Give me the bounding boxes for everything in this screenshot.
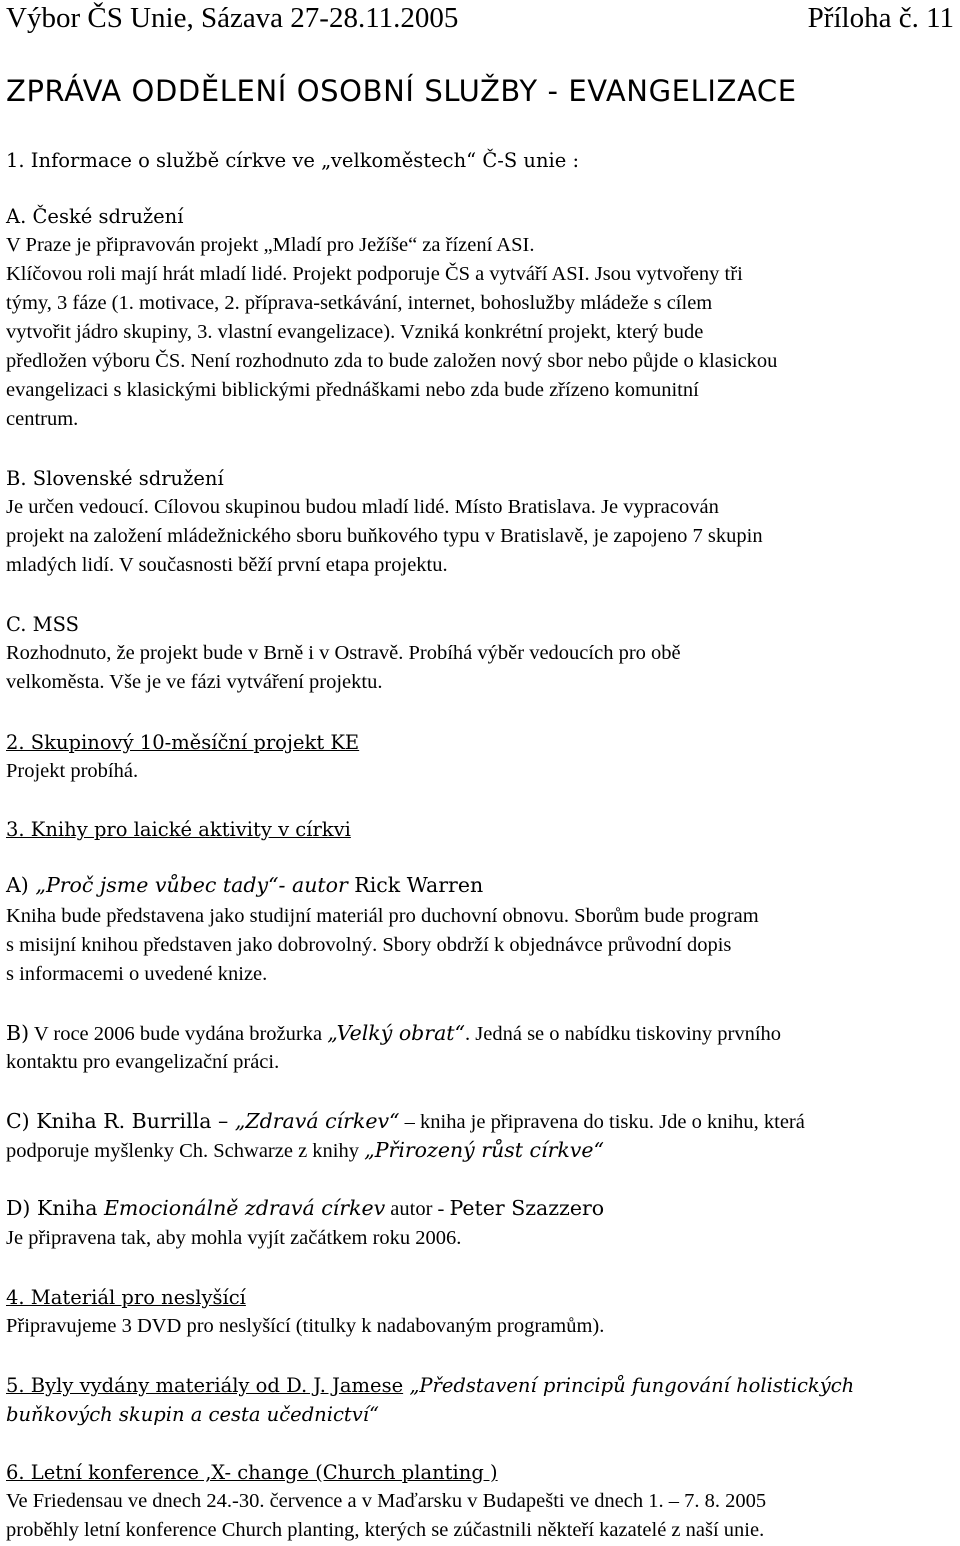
header-right: Příloha č. 11 — [807, 2, 954, 34]
book-d-prefix: D) Kniha — [6, 1196, 104, 1220]
book-a-prefix: A) — [6, 873, 36, 897]
section4-heading: 4. Materiál pro neslyšící — [6, 1286, 246, 1309]
book-d-title: Emocionálně zdravá církev — [103, 1196, 386, 1220]
book-a-heading — [6, 871, 483, 901]
section1-b-line: projekt na založení mládežnického sboru buňkového typu v Bratislavě, je zapojeno 7 skupin — [6, 525, 763, 547]
section1-a-line: vytvořit jádro skupiny, 3. vlastní evangelizace). Vzniká konkrétní projekt, který bude — [6, 321, 704, 343]
section1-a-line: týmy, 3 fáze (1. motivace, 2. příprava-setkávání, internet, bohoslužby mládeže s cílem — [6, 292, 713, 314]
book-c-title: „Zdravá církev“ — [234, 1109, 400, 1133]
section6-line: proběhly letní konference Church planting, kterých se zúčastnili někteří kazatelé z naší unie. — [6, 1519, 765, 1541]
book-c-line2-text: podporuje myšlenky Ch. Schwarze z knihy — [6, 1140, 365, 1162]
section6-heading: 6. Letní konference ‚X- change (Church planting ) — [6, 1461, 498, 1484]
book-b-text: V roce 2006 bude vydána brožurka — [29, 1023, 328, 1045]
page-header — [6, 2, 954, 42]
book-c-line2-title: „Přirozený růst církve“ — [364, 1138, 604, 1162]
book-d-text: autor - — [385, 1198, 450, 1220]
section1-a-line: centrum. — [6, 408, 79, 430]
document-title: ZPRÁVA ODDĚLENÍ OSOBNÍ SLUŽBY - EVANGELIZACE — [6, 74, 797, 108]
section1-a-heading: A. České sdružení — [6, 205, 184, 228]
book-d-line — [6, 1194, 604, 1224]
book-a-line: s informacemi o uvedené knize. — [6, 963, 268, 985]
book-b-title: „Velký obrat“ — [327, 1021, 466, 1045]
section5-heading-title-cont: buňkových skupin a cesta učednictví“ — [6, 1403, 379, 1426]
book-a-line: Kniha bude představena jako studijní materiál pro duchovní obnovu. Sborům bude program — [6, 905, 759, 927]
book-c-prefix: C) Kniha R. Burrilla – — [6, 1109, 235, 1133]
section1-b-heading: B. Slovenské sdružení — [6, 467, 224, 490]
book-a-line: s misijní knihou představen jako dobrovolný. Sbory obdrží k objednávce průvodní dopis — [6, 934, 732, 956]
section1-a-line: V Praze je připravován projekt „Mladí pro Ježíše“ za řízení ASI. — [6, 234, 535, 256]
section4-text: Připravujeme 3 DVD pro neslyšící (titulky k nadabovaným programům). — [6, 1315, 605, 1337]
section5-heading — [6, 1371, 854, 1400]
section1-c-line: Rozhodnuto, že projekt bude v Brně i v Ostravě. Probíhá výběr vedoucích pro obě — [6, 642, 681, 664]
section1-heading: 1. Informace o službě církve ve „velkoměstech“ Č-S unie : — [6, 149, 580, 172]
section1-c-heading: C. MSS — [6, 613, 79, 636]
section1-a-line: evangelizaci s klasickými biblickými přednáškami nebo zda bude zřízeno komunitní — [6, 379, 699, 401]
book-a-title: „Proč jsme vůbec tady“- autor — [35, 873, 348, 897]
section5-heading-main: 5. Byly vydány materiály od D. J. Jamese — [6, 1374, 404, 1397]
section6-line: Ve Friedensau ve dnech 24.-30. července a v Maďarsku v Budapešti ve dnech 1. – 7. 8. 2005 — [6, 1490, 767, 1512]
book-b-line2: kontaktu pro evangelizační práci. — [6, 1051, 280, 1073]
book-c-line — [6, 1107, 805, 1137]
section1-a-line: Klíčovou roli mají hrát mladí lidé. Projekt podporuje ČS a vytváří ASI. Jsou vytvořeny tři — [6, 263, 743, 285]
book-c-line2 — [6, 1136, 604, 1166]
section2-text: Projekt probíhá. — [6, 760, 139, 782]
header-left: Výbor ČS Unie, Sázava 27-28.11.2005 — [6, 2, 459, 34]
section1-c-line: velkoměsta. Vše je ve fázi vytváření projektu. — [6, 671, 383, 693]
section5-heading-title: „Představení principů fungování holistických — [403, 1374, 855, 1397]
section1-b-line: mladých lidí. V současnosti běží první etapa projektu. — [6, 554, 448, 576]
book-a-author: Rick Warren — [347, 873, 484, 897]
section2-heading: 2. Skupinový 10-měsíční projekt KE — [6, 731, 360, 754]
book-b-text: . Jedná se o nabídku tiskoviny prvního — [465, 1023, 782, 1045]
book-d-line2: Je připravena tak, aby mohla vyjít začátkem roku 2006. — [6, 1227, 462, 1249]
section5-heading-line2 — [6, 1400, 379, 1429]
book-d-author: Peter Szazzero — [449, 1196, 605, 1220]
book-b-line — [6, 1019, 781, 1049]
section1-a-line: předložen výboru ČS. Není rozhodnuto zda to bude založen nový sbor nebo půjde o klasickou — [6, 350, 778, 372]
section1-b-line: Je určen vedoucí. Cílovou skupinou budou mladí lidé. Místo Bratislava. Je vypracován — [6, 496, 719, 518]
book-b-prefix: B) — [6, 1021, 30, 1045]
book-c-text: – kniha je připravena do tisku. Jde o knihu, která — [399, 1111, 805, 1133]
section3-heading: 3. Knihy pro laické aktivity v církvi — [6, 818, 351, 841]
